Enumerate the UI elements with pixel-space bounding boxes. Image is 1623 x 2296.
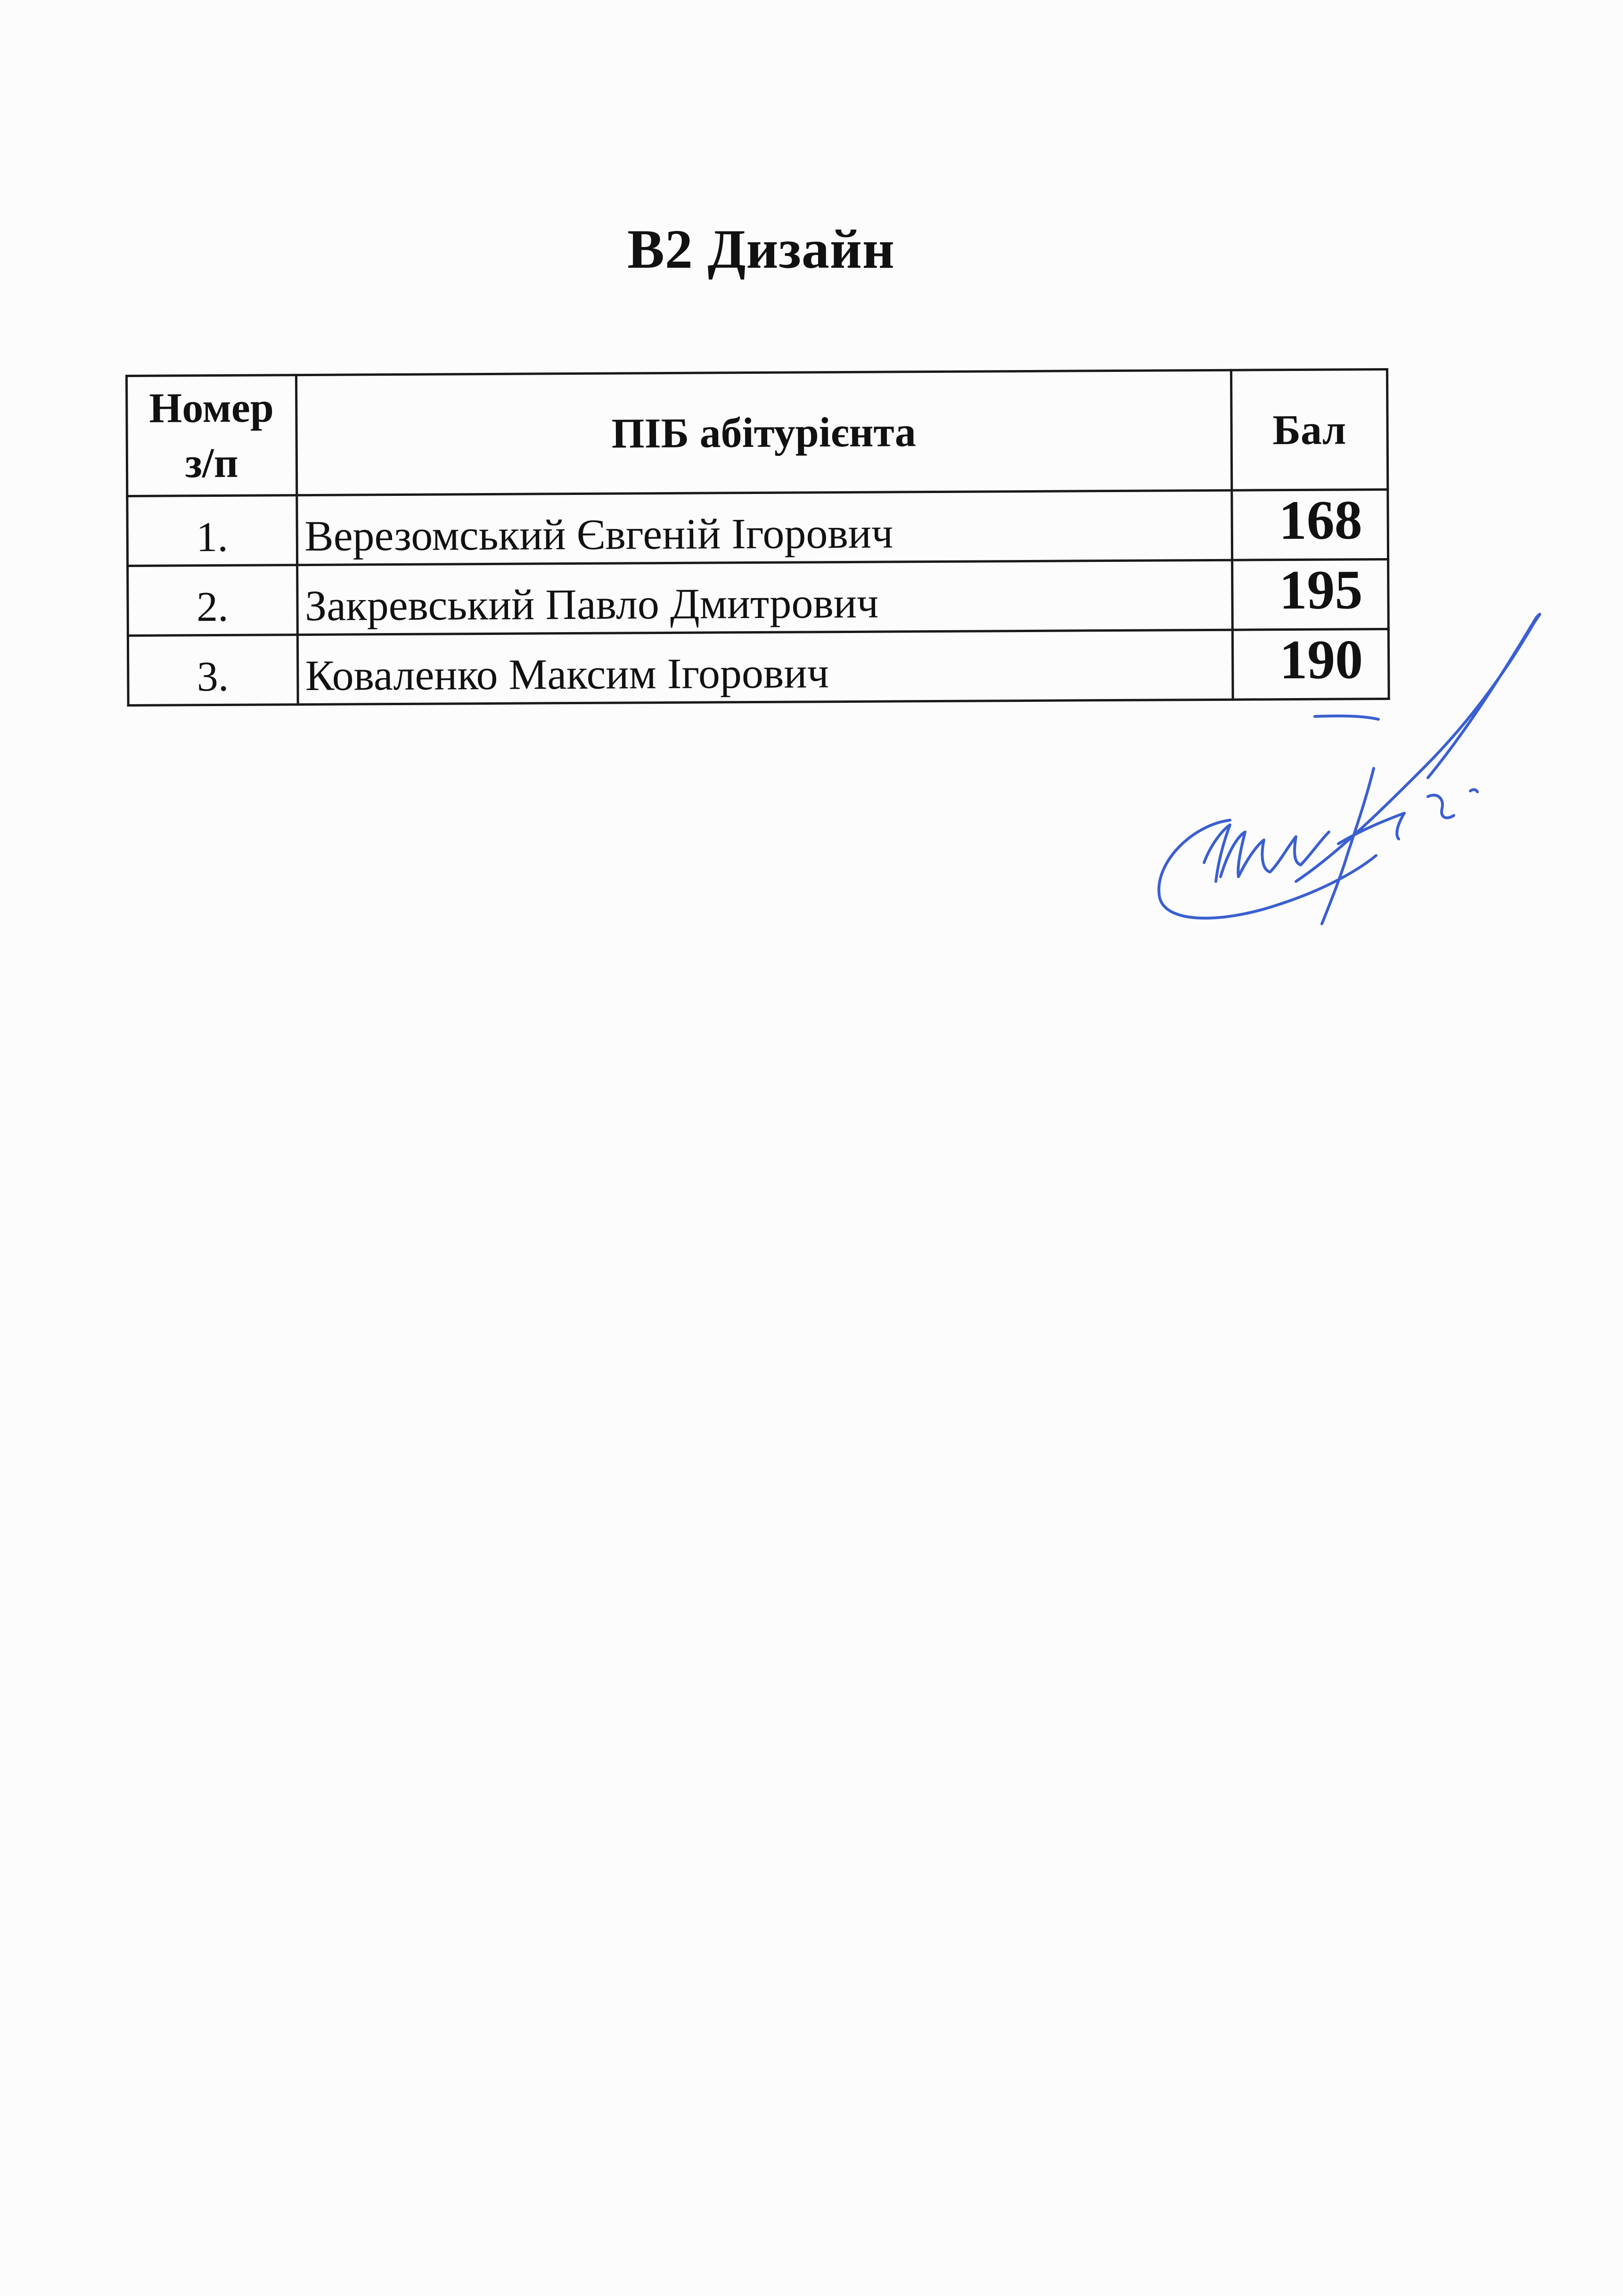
row-name: Верезомський Євгеній Ігорович <box>296 490 1232 565</box>
header-score: Бал <box>1231 369 1388 490</box>
header-number <box>127 375 297 496</box>
row-score: 168 <box>1231 489 1388 560</box>
row-name: Закревський Павло Дмитрович <box>297 560 1232 634</box>
row-number: 1. <box>127 495 297 566</box>
row-score: 195 <box>1232 559 1388 630</box>
table-header-row <box>127 369 1388 496</box>
row-name: Коваленко Максим Ігорович <box>297 630 1233 704</box>
row-score: 190 <box>1232 629 1389 699</box>
row-number: 2. <box>128 565 297 636</box>
header-number-line2: з/п <box>185 439 239 487</box>
header-number-line1: Номер <box>149 384 274 432</box>
table-row <box>127 489 1388 566</box>
signature-icon <box>1140 599 1555 938</box>
row-number: 3. <box>128 635 297 706</box>
page-title: В2 Дизайн <box>627 218 895 280</box>
header-name: ПІБ абітурієнта <box>296 370 1231 495</box>
